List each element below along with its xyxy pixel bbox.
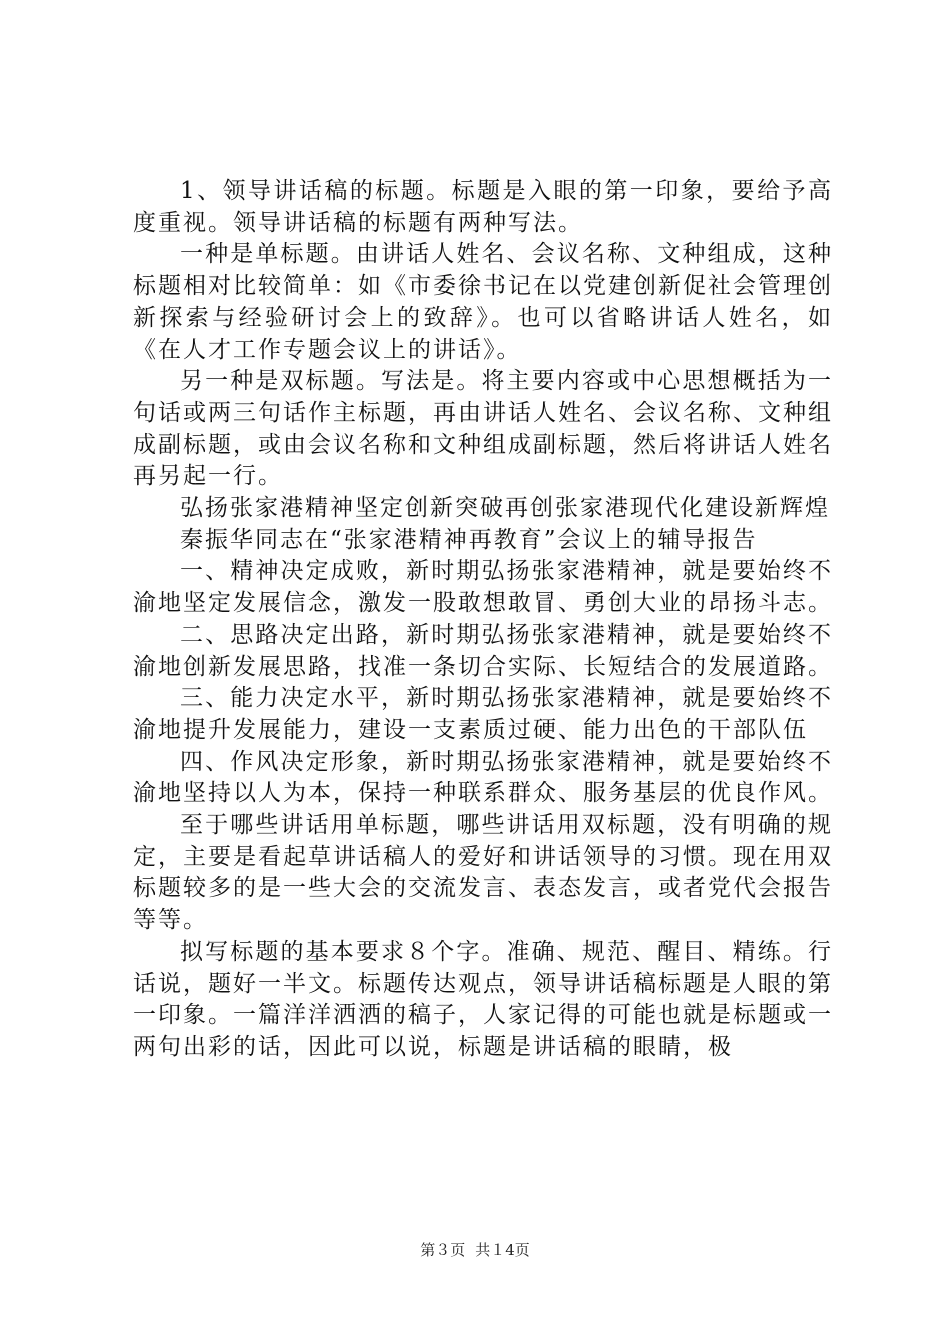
example-main-title: 弘扬张家港精神坚定创新突破再创张家港现代化建设新辉煌 (180, 495, 830, 522)
example-point-1: 一、精神决定成败，新时期弘扬张家港精神，就是要始终不渝地坚定发展信念，激发一股敢想敢冒、勇创大业的昂扬斗志。 (133, 558, 833, 617)
example-point-2: 二、思路决定出路，新时期弘扬张家港精神，就是要始终不渝地创新发展思路，找准一条切合实际、长短结合的发展道路。 (133, 621, 833, 680)
page-footer (0, 1240, 950, 1260)
example-point-4: 四、作风决定形象，新时期弘扬张家港精神，就是要始终不渝地坚持以人为本，保持一种联系群众、服务基层的优良作风。 (133, 748, 833, 807)
example-point-3: 三、能力决定水平，新时期弘扬张家港精神，就是要始终不渝地提升发展能力，建设一支素质过硬、能力出色的干部队伍 (133, 685, 833, 743)
document-body (133, 176, 833, 1064)
example-subtitle: 秦振华同志在“张家港精神再教育”会议上的辅导报告 (180, 526, 758, 553)
paragraph-double-title: 另一种是双标题。写法是。将主要内容或中心思想概括为一句话或两三句话作主标题，再由讲话人姓名、会议名称、文种组成副标题，或由会议名称和文种组成副标题，然后将讲话人姓名再另起一行。 (133, 368, 833, 490)
paragraph-requirements: 拟写标题的基本要求８个字。准确、规范、醒目、精练。行话说，题好一半文。标题传达观点，领导讲话稿标题是人眼的第一印象。一篇洋洋洒洒的稿子，人家记得的可能也就是标题或一两句出彩的话，因此可以说，标题是讲话稿的眼睛，极 (133, 938, 833, 1060)
paragraph-usage: 至于哪些讲话用单标题，哪些讲话用双标题，没有明确的规定，主要是看起草讲话稿人的爱好和讲话领导的习惯。现在用双标题较多的是一些大会的交流发言、表态发言，或者党代会报告等等。 (133, 812, 833, 934)
page-number: 第３页 (420, 1241, 466, 1259)
page-total: 共１4页 (475, 1241, 530, 1259)
paragraph-single-title: 一种是单标题。由讲话人姓名、会议名称、文种组成，这种标题相对比较简单：如《市委徐书记在以党建创新促社会管理创新探索与经验研讨会上的致辞》。也可以省略讲话人姓名，如《在人才工作专题会议上的讲话》。 (133, 241, 833, 363)
paragraph-title-intro: 1、领导讲话稿的标题。标题是入眼的第一印象，要给予高度重视。领导讲话稿的标题有两种写法。 (133, 178, 833, 236)
